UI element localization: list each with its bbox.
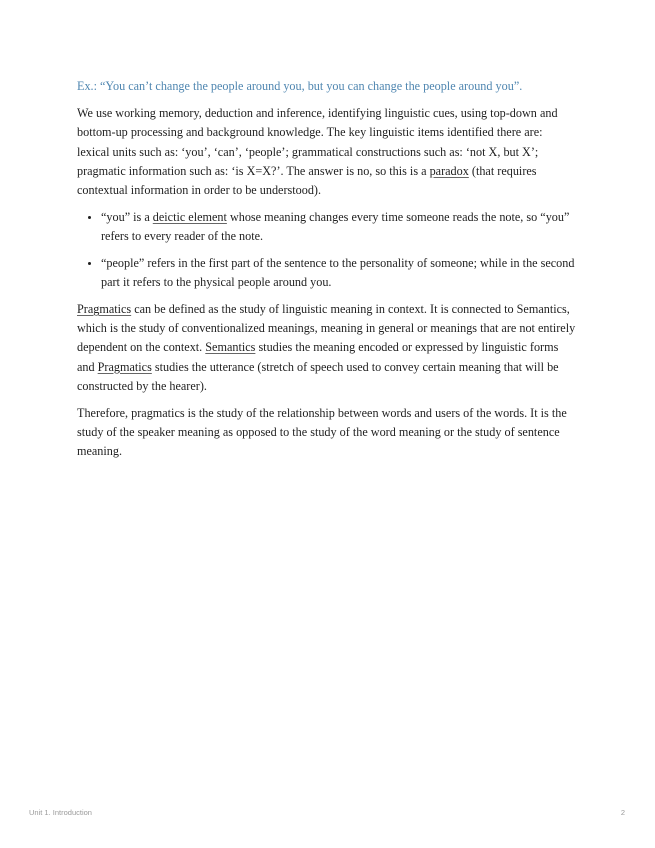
- paragraph-conclusion: Therefore, pragmatics is the study of the relationship between words and users of the words. It is the study of the speaker meaning as opposed to the study of the word meaning or the study of sentence meaning.: [77, 406, 567, 459]
- list-item-text: “you” is a: [101, 210, 153, 225]
- page-content: [77, 77, 577, 470]
- pragmatics-link[interactable]: Pragmatics: [77, 302, 132, 317]
- paradox-link[interactable]: paradox: [429, 163, 469, 178]
- footer-page-number: 2: [620, 808, 625, 817]
- semantics-link[interactable]: Semantics: [205, 340, 256, 355]
- paragraph-text: can be defined as the study of linguistic meaning in context. It is connected to Semantics, which is the study of conventionalized meanings, meaning in general or meanings that are not entirely dependent on the context.: [77, 302, 576, 355]
- list-item: • “people” refers in the first part of the sentence to the personality of someone; while in the second part it refers to the physical people around you.: [101, 254, 577, 292]
- paragraph-working-memory: [77, 104, 577, 200]
- example-quote: Ex.: “You can’t change the people around you, but you can change the people around you”.: [77, 79, 523, 93]
- deictic-element-link[interactable]: deictic element: [152, 210, 227, 225]
- list-item: [101, 208, 577, 246]
- paragraph-pragmatics-definition: [77, 300, 577, 396]
- bullet-list: [77, 208, 577, 292]
- paragraph-text: We use working memory, deduction and inference, identifying linguistic cues, using top-down and bottom-up processing and background knowledge. The key linguistic items identified there are: lexical units such as: ‘you’, ‘can’, ‘people’; grammatical constructions such as: ‘not X, but X’; pragmatic information such as: ‘is X=X?’. The answer is no, so this is a: [77, 106, 558, 178]
- paragraph-text: (that requires contextual information in order to be understood).: [77, 163, 537, 198]
- paragraph-text: studies the meaning encoded or expressed by linguistic forms and: [77, 340, 559, 374]
- footer-unit-title: Unit 1. Introduction: [29, 808, 92, 817]
- pragmatics-link-2[interactable]: Pragmatics: [97, 359, 152, 374]
- paragraph-text: studies the utterance (stretch of speech used to convey certain meaning that will be constructed by the hearer).: [77, 359, 559, 393]
- list-item-text: whose meaning changes every time someone reads the note, so “you” refers to every reader of the note.: [101, 210, 570, 244]
